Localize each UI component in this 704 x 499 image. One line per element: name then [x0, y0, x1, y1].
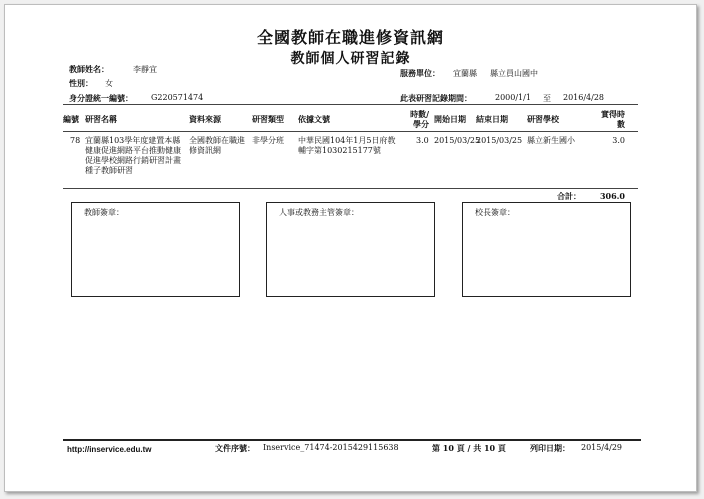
row-source: 全國教師在職進修資訊網 — [189, 136, 245, 155]
row-school: 縣立新生國小 — [527, 136, 575, 145]
report-title: 全國教師在職進修資訊網 — [256, 28, 444, 47]
footer-doc-label: 文件序號： — [215, 443, 255, 453]
table-top-rule — [63, 104, 638, 105]
period-start: 2000/1/1 — [495, 93, 531, 102]
gender-value: 女 — [105, 79, 113, 88]
id-value: G220571474 — [151, 93, 204, 102]
id-label: 身分證統一編號： — [69, 93, 133, 103]
col-header-credit-hours: 實得時數 — [601, 109, 625, 129]
footer-print-date: 2015/4/29 — [581, 443, 623, 452]
period-end: 2016/4/28 — [563, 93, 605, 102]
col-header-source: 資料來源 — [189, 114, 221, 124]
col-header-type: 研習類型 — [252, 114, 284, 124]
teacher-name-value: 李靜宜 — [133, 65, 157, 74]
unit-label: 服務單位： — [400, 68, 440, 78]
teacher-name-label: 教師姓名： — [69, 64, 109, 74]
col-header-no: 編號 — [63, 114, 79, 124]
table-bottom-rule — [63, 188, 638, 189]
col-header-school: 研習學校 — [527, 114, 559, 124]
total-label: 合計： — [557, 191, 581, 201]
signature-label-teacher: 教師簽章： — [84, 208, 124, 217]
total-value: 306.0 — [599, 191, 625, 201]
unit-school: 縣立員山國中 — [490, 69, 538, 78]
period-to: 至 — [543, 94, 551, 103]
document-page — [4, 4, 697, 492]
footer-doc-number: Inservice_71474-2015429115638 — [263, 443, 399, 452]
signature-label-personnel: 人事或教務主管簽章： — [279, 208, 359, 217]
period-label: 此表研習記錄期間： — [400, 93, 472, 103]
col-header-end: 結束日期 — [476, 114, 508, 124]
signature-label-principal: 校長簽章： — [475, 208, 515, 217]
signature-box-personnel — [266, 202, 435, 297]
row-end-date: 2015/03/25 — [476, 136, 523, 145]
col-header-name: 研習名稱 — [85, 114, 117, 124]
row-type: 非學分班 — [252, 136, 284, 145]
signature-box-principal — [462, 202, 631, 297]
col-header-start: 開始日期 — [434, 114, 466, 124]
unit-county: 宜蘭縣 — [453, 69, 477, 78]
col-header-doc: 依據文號 — [298, 114, 330, 124]
gender-label: 性別： — [69, 78, 93, 88]
row-credit: 3.0 — [416, 136, 429, 145]
row-no: 78 — [70, 136, 81, 145]
footer-url[interactable]: http://inservice.edu.tw — [67, 445, 152, 454]
footer-rule — [63, 439, 641, 441]
row-course-name: 宜蘭縣103學年度建置本縣健康促進網路平台推動健康促進學校網路行銷研習計畫種子教師研習 — [85, 136, 181, 175]
signature-box-teacher — [71, 202, 240, 297]
report-subtitle: 教師個人研習記錄 — [290, 51, 411, 67]
table-header-rule — [63, 131, 638, 132]
footer-page-info: 第 10 頁 / 共 10 頁 — [432, 443, 506, 453]
col-header-hours: 時數/學分 — [410, 109, 429, 129]
row-hours: 3.0 — [612, 136, 625, 145]
row-start-date: 2015/03/25 — [434, 136, 481, 145]
footer-print-label: 列印日期： — [530, 443, 570, 453]
row-doc: 中華民國104年1月5日府教輔字第1030215177號 — [298, 136, 396, 155]
